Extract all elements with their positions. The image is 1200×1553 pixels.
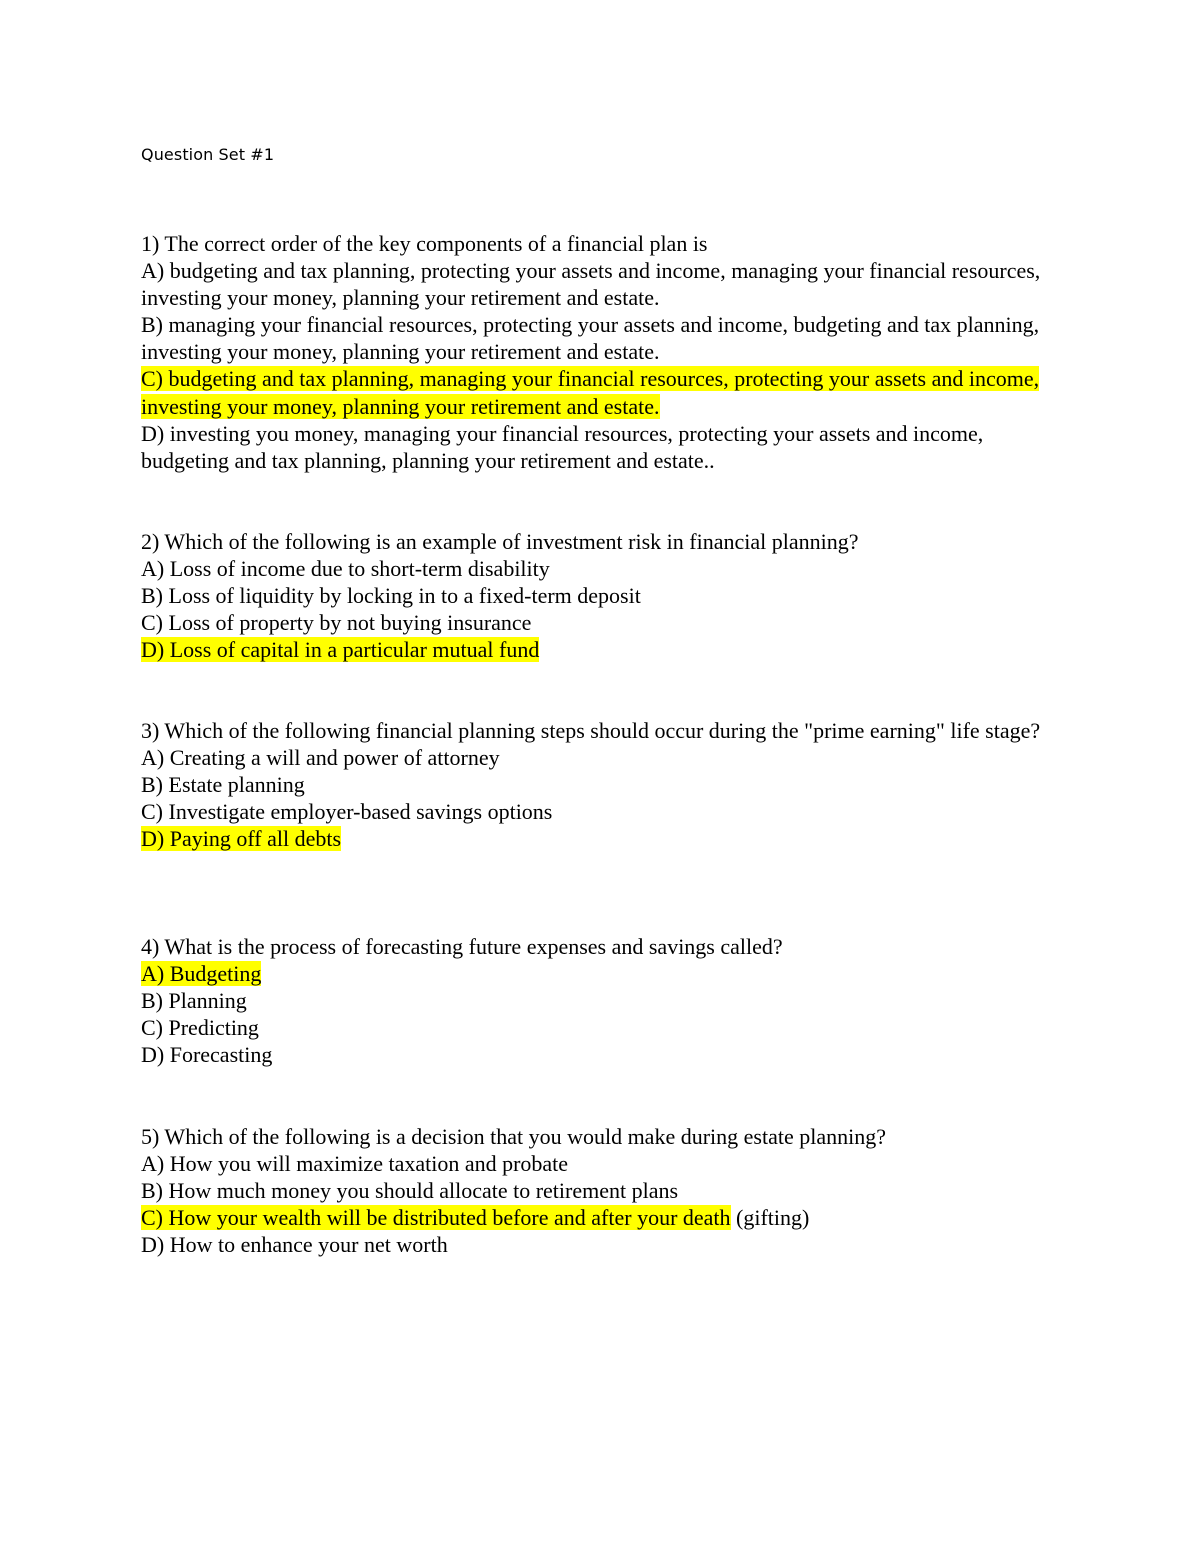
question-1-option-d <box>141 420 1061 474</box>
highlighted-answer: C) How your wealth will be distributed before and after your death <box>141 1205 731 1231</box>
question-4-option-c <box>141 1014 1061 1041</box>
option-text: B) Estate planning <box>141 772 305 798</box>
option-text: A) budgeting and tax planning, protecting your assets and income, managing your financial resources, investing your money, planning your retirement and estate. <box>141 258 1041 311</box>
question-4-option-a <box>141 960 1061 987</box>
option-text: C) Loss of property by not buying insurance <box>141 610 532 636</box>
question-3-option-c <box>141 798 1061 825</box>
option-text: A) How you will maximize taxation and probate <box>141 1151 569 1177</box>
highlighted-answer: D) Paying off all debts <box>141 826 342 852</box>
question-4-option-d <box>141 1041 1061 1068</box>
option-text: A) Creating a will and power of attorney <box>141 745 500 771</box>
question-2-option-a <box>141 555 1061 582</box>
option-text: B) Loss of liquidity by locking in to a fixed-term deposit <box>141 583 641 609</box>
question-2-option-b <box>141 582 1061 609</box>
option-text: D) How to enhance your net worth <box>141 1232 448 1258</box>
option-text: C) Predicting <box>141 1015 259 1041</box>
option-text: A) Loss of income due to short-term disability <box>141 556 550 582</box>
question-2-option-d <box>141 636 1061 663</box>
question-3-option-b <box>141 771 1061 798</box>
question-4-text: 4) What is the process of forecasting future expenses and savings called? <box>141 934 783 959</box>
question-4-option-b <box>141 987 1061 1014</box>
question-5-option-d <box>141 1231 1061 1258</box>
question-5-text: 5) Which of the following is a decision that you would make during estate planning? <box>141 1124 886 1149</box>
question-3-option-a <box>141 744 1061 771</box>
question-2-text: 2) Which of the following is an example of investment risk in financial planning? <box>141 529 859 554</box>
question-5 <box>141 1123 1061 1258</box>
question-3-option-d <box>141 825 1061 852</box>
question-1-option-c <box>141 365 1061 419</box>
highlighted-answer: C) budgeting and tax planning, managing your financial resources, protecting your assets and income, investing your money, planning your retirement and estate. <box>141 366 1040 419</box>
highlighted-answer: D) Loss of capital in a particular mutual fund <box>141 637 540 663</box>
option-text: D) investing you money, managing your financial resources, protecting your assets and income, budgeting and tax planning, planning your retirement and estate.. <box>141 420 984 473</box>
option-text: C) Investigate employer-based savings options <box>141 799 553 825</box>
question-2-option-c <box>141 609 1061 636</box>
question-3 <box>141 717 1061 852</box>
question-1-text: 1) The correct order of the key components of a financial plan is <box>141 231 708 256</box>
question-1-option-a <box>141 257 1061 311</box>
question-1 <box>141 230 1061 474</box>
option-suffix: (gifting) <box>730 1205 810 1231</box>
option-text: B) managing your financial resources, protecting your assets and income, budgeting and tax planning, investing your money, planning your retirement and estate. <box>141 312 1040 365</box>
question-3-text: 3) Which of the following financial planning steps should occur during the "prime earning" life stage? <box>141 718 1041 743</box>
highlighted-answer: A) Budgeting <box>141 961 262 987</box>
option-text: B) Planning <box>141 988 247 1014</box>
question-1-option-b <box>141 311 1061 365</box>
question-4 <box>141 933 1061 1068</box>
question-2 <box>141 528 1061 663</box>
question-5-option-b <box>141 1177 1061 1204</box>
question-5-option-a <box>141 1150 1061 1177</box>
question-5-option-c <box>141 1204 1061 1231</box>
option-text: B) How much money you should allocate to retirement plans <box>141 1178 679 1204</box>
option-text: D) Forecasting <box>141 1042 273 1068</box>
document-title: Question Set #1 <box>141 145 275 164</box>
